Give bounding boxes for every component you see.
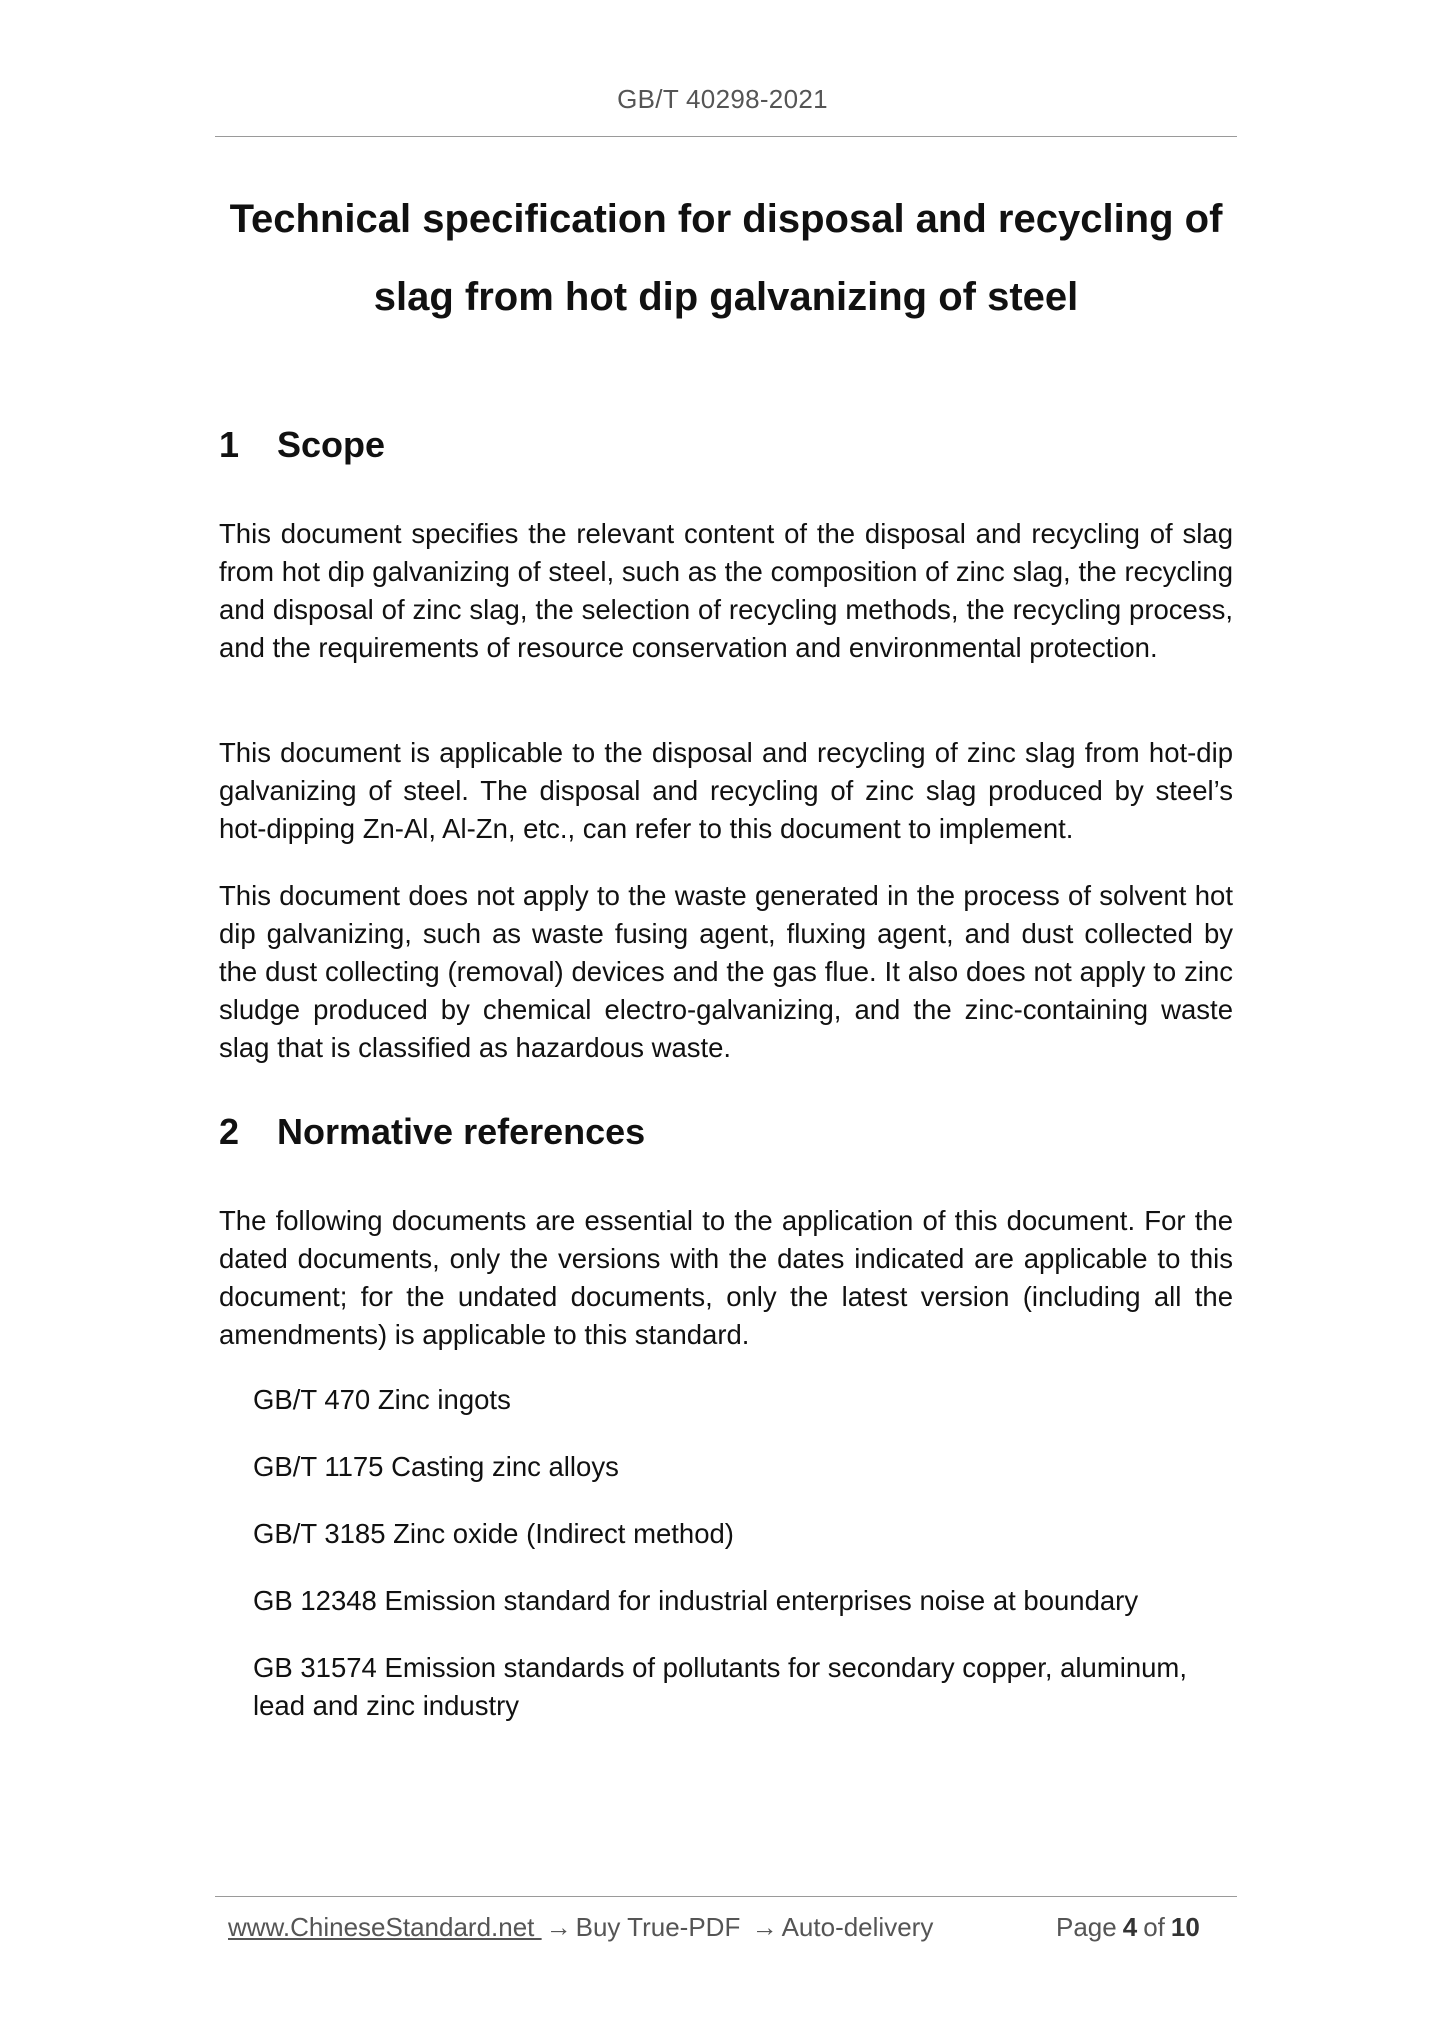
section-title: Scope (277, 424, 386, 465)
standard-code-header: GB/T 40298-2021 (617, 84, 828, 114)
arrow-right-icon: → (545, 1912, 572, 1942)
page-total: 10 (1170, 1912, 1200, 1942)
document-title-line-2: slag from hot dip galvanizing of steel (373, 275, 1079, 319)
reference-item: GB/T 470 Zinc ingots (253, 1384, 511, 1415)
buy-true-pdf-text: Buy True-PDF (575, 1912, 741, 1942)
footer-divider (215, 1896, 1237, 1897)
reference-item: GB 12348 Emission standard for industrial enterprises noise at boundary (253, 1585, 1139, 1616)
chinesestandard-link[interactable]: www.ChineseStandard.net (228, 1912, 542, 1942)
arrow-right-icon: → (751, 1912, 778, 1942)
section-number: 2 (219, 1111, 240, 1152)
normative-reference-list (253, 1381, 1233, 1754)
reference-item: GB/T 1175 Casting zinc alloys (253, 1451, 619, 1482)
section-title: Normative references (277, 1111, 646, 1152)
section-heading-normative-references (219, 1111, 645, 1153)
section-number: 1 (219, 424, 240, 465)
page-footer (228, 1912, 1228, 1943)
scope-paragraph-3: This document does not apply to the waste generated in the process of solvent hot dip galvanizing, such as waste fusing agent, fluxing agent, and dust collected by the dust collecting (removal) devices and the gas flue. It also does not apply to zinc sludge produced by chemical electro-galvanizing, and the zinc-containing waste slag that is classified as hazardous waste. (219, 880, 1233, 1063)
normative-intro-paragraph: The following documents are essential to the application of this document. For the dated documents, only the versions with the dates indicated are applicable to this document; for the undated documents, only the latest version (including all the amendments) is applicable to this standard. (219, 1205, 1233, 1350)
header-divider (215, 136, 1237, 137)
reference-item: GB 31574 Emission standards of pollutants for secondary copper, aluminum, lead and zinc industry (253, 1652, 1187, 1721)
document-title-line-1: Technical specification for disposal and recycling of (229, 197, 1223, 241)
page-of-label: of (1143, 1912, 1165, 1942)
page-label: Page (1056, 1912, 1117, 1942)
section-heading-scope (219, 424, 385, 466)
page-indicator (1056, 1912, 1206, 1943)
reference-item: GB/T 3185 Zinc oxide (Indirect method) (253, 1518, 734, 1549)
page-current: 4 (1122, 1912, 1138, 1942)
scope-paragraph-2: This document is applicable to the disposal and recycling of zinc slag from hot-dip galvanizing of steel. The disposal and recycling of zinc slag produced by steel’s hot-dipping Zn-Al, Al-Zn, etc., can refer to this document to implement. (219, 737, 1233, 844)
scope-paragraph-1: This document specifies the relevant content of the disposal and recycling of slag from hot dip galvanizing of steel, such as the composition of zinc slag, the recycling and disposal of zinc slag, the selection of recycling methods, the recycling process, and the requirements of resource conservation and environmental protection. (219, 518, 1233, 663)
auto-delivery-text: Auto-delivery (781, 1912, 934, 1942)
document-title (215, 180, 1237, 336)
